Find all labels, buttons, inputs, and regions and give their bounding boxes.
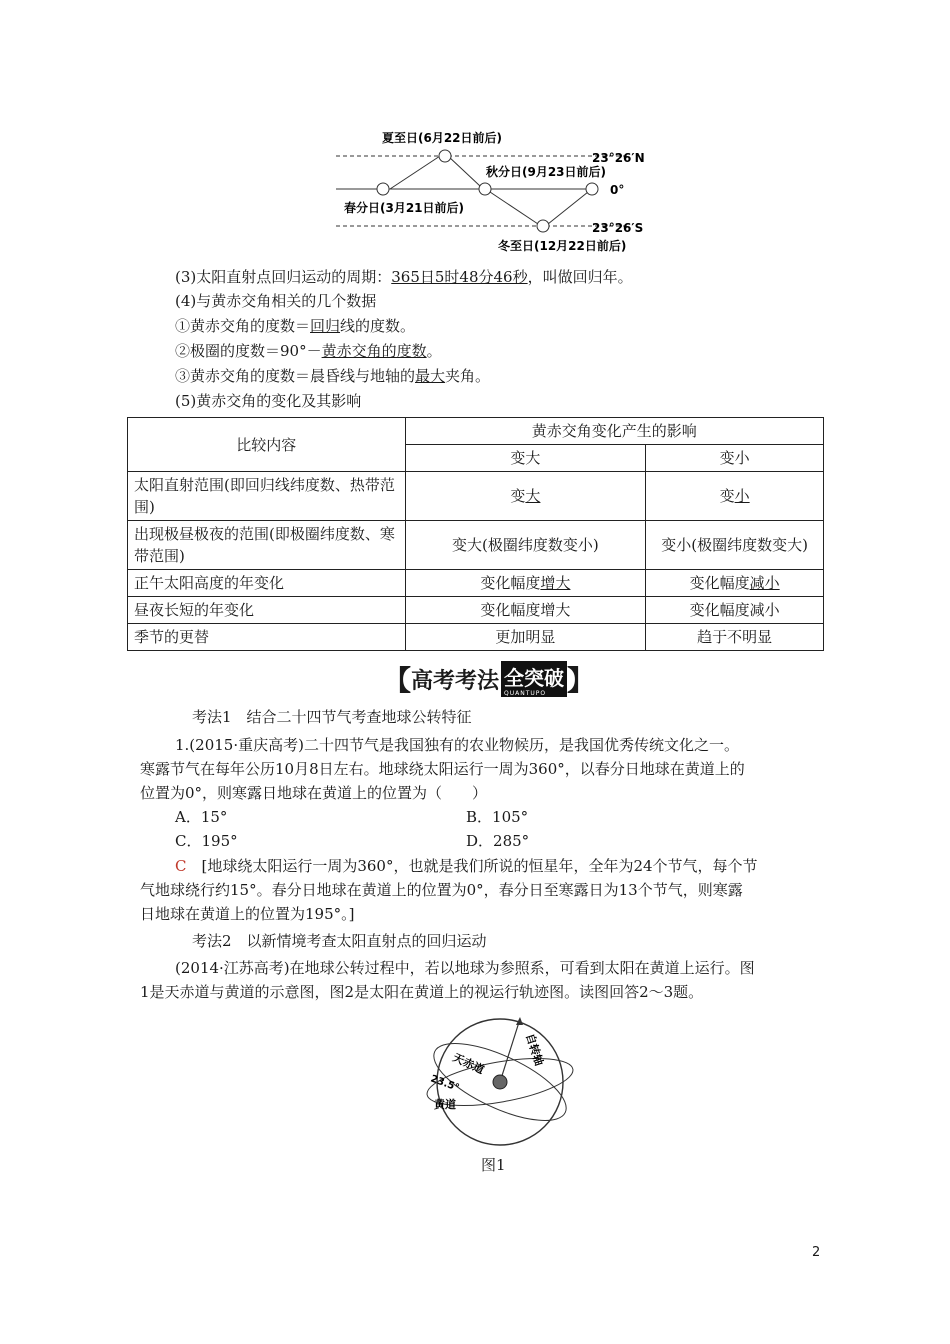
label-autumn: 秋分日(9月23日前后) <box>486 165 607 179</box>
header-smaller: 变小 <box>646 445 824 472</box>
answer-text1: [地球绕太阳运行一周为360°，也就是我们所说的恒星年，全年为24个节气，每个节 <box>186 857 758 875</box>
r1-big-a: 变 <box>510 487 526 505</box>
table-row <box>128 521 824 570</box>
option-a: A．15° <box>175 808 228 826</box>
table-row <box>128 418 824 445</box>
row2-small: 变小(极圈纬度数变大) <box>646 521 824 570</box>
row3-small <box>646 570 824 597</box>
row4-small: 变化幅度减小 <box>646 597 824 624</box>
badge-small: QUANTUPO <box>504 690 547 697</box>
option-d: D．285° <box>466 832 530 850</box>
fig1-caption: 图1 <box>481 1156 506 1174</box>
sun-summer-icon <box>439 150 451 162</box>
sun-spring-icon <box>377 183 389 195</box>
answer-line1 <box>175 855 758 877</box>
fig1-axis-label: 自转轴 <box>523 1031 546 1068</box>
r3-small-a: 变化幅度 <box>689 574 750 592</box>
i3-underlined: 最大 <box>415 367 446 385</box>
sun-winter-icon <box>537 220 549 232</box>
answer-line2: 气地球绕行约15°。春分日地球在黄道上的位置为0°，春分日至寒露日为13个节气，则寒露 <box>140 881 743 899</box>
banner-title: 高考考法 <box>411 668 500 694</box>
r3-small-u: 减小 <box>749 574 780 592</box>
row4-big: 变化幅度增大 <box>405 597 646 624</box>
q1-line2: 寒露节气在每年公历10月8日左右。地球绕太阳运行一周为360°，以春分日地球在黄道上的 <box>140 760 745 778</box>
row4-label: 昼夜长短的年变化 <box>128 597 406 624</box>
badge-text: 全突破 <box>504 666 565 690</box>
row1-big <box>405 472 646 521</box>
r1-small-a: 变 <box>719 487 735 505</box>
i2-b: 。 <box>426 342 442 360</box>
method2-title: 考法2 以新情境考查太阳直射点的回归运动 <box>192 932 487 950</box>
row1-small <box>646 472 824 521</box>
p3-underlined: 365日5时48分46秒 <box>391 268 528 286</box>
text-item2 <box>175 340 442 362</box>
text-p4: (4)与黄赤交角相关的几个数据 <box>175 292 377 310</box>
option-c: C．195° <box>175 832 238 850</box>
page-number: 2 <box>812 1245 821 1260</box>
label-lat-s: 23°26′S <box>592 221 644 235</box>
banner-badge <box>501 661 567 697</box>
table-row <box>128 570 824 597</box>
q2-line1: (2014·江苏高考)在地球公转过程中，若以地球为参照系，可看到太阳在黄道上运行。图 <box>175 959 755 977</box>
i3-b: 夹角。 <box>445 367 491 385</box>
r3-big-u: 增大 <box>540 574 571 592</box>
q1-line1: 1.(2015·重庆高考)二十四节气是我国独有的农业物候历，是我国优秀传统文化之一。 <box>175 736 739 754</box>
r1-big-u: 大 <box>525 487 541 505</box>
p3-b: ，叫做回归年。 <box>527 268 633 286</box>
label-lat-n: 23°26′N <box>592 151 645 165</box>
answer-line3: 日地球在黄道上的位置为195°。] <box>140 905 355 923</box>
fig1-ecliptic-label: 黄道 <box>434 1098 456 1111</box>
celestial-sphere-figure <box>418 1015 588 1150</box>
i3-a: ③黄赤交角的度数＝晨昏线与地轴的 <box>175 367 416 385</box>
header-bigger: 变大 <box>405 445 646 472</box>
banner-right-bracket: 】 <box>567 664 596 697</box>
row3-big <box>405 570 646 597</box>
sun-autumn-icon <box>479 183 491 195</box>
solar-migration-diagram <box>330 126 660 256</box>
header-effect: 黄赤交角变化产生的影响 <box>405 418 823 445</box>
text-item1 <box>175 315 415 337</box>
text-p3 <box>175 266 633 288</box>
q2-line2: 1是天赤道与黄道的示意图，图2是太阳在黄道上的视运行轨迹图。读图回答2～3题。 <box>140 983 704 1001</box>
row2-big: 变大(极圈纬度数变小) <box>405 521 646 570</box>
i1-underlined: 回归 <box>310 317 341 335</box>
p3-a: (3)太阳直射点回归运动的周期： <box>175 268 392 286</box>
answer-letter: C <box>175 857 187 875</box>
i2-a: ②极圈的度数＝90°－ <box>175 342 322 360</box>
fig1-equator-label: 天赤道 <box>450 1050 487 1077</box>
row1-label: 太阳直射范围(即回归线纬度数、热带范围) <box>128 472 406 521</box>
r1-small-u: 小 <box>734 487 750 505</box>
table-row <box>128 597 824 624</box>
method1-title: 考法1 结合二十四节气考查地球公转特征 <box>192 708 472 726</box>
row3-label: 正午太阳高度的年变化 <box>128 570 406 597</box>
text-p5: (5)黄赤交角的变化及其影响 <box>175 392 362 410</box>
r3-big-a: 变化幅度 <box>480 574 541 592</box>
banner-left-bracket: 【 <box>383 664 412 697</box>
label-summer: 夏至日(6月22日前后) <box>382 131 503 145</box>
fig1-angle-label: 23.5° <box>428 1073 461 1094</box>
label-winter: 冬至日(12月22日前后) <box>498 239 627 253</box>
section-banner <box>383 664 596 697</box>
comparison-table <box>127 417 824 651</box>
label-spring: 春分日(3月21日前后) <box>344 201 465 215</box>
table-row <box>128 472 824 521</box>
option-b: B．105° <box>466 808 529 826</box>
i1-b: 线的度数。 <box>340 317 416 335</box>
q1-line3: 位置为0°，则寒露日地球在黄道上的位置为（ ） <box>140 784 488 802</box>
label-equator: 0° <box>610 183 625 197</box>
i2-underlined: 黄赤交角的度数 <box>321 342 427 360</box>
row2-label: 出现极昼极夜的范围(即极圈纬度数、寒带范围) <box>128 521 406 570</box>
i1-a: ①黄赤交角的度数＝ <box>175 317 311 335</box>
row5-big: 更加明显 <box>405 624 646 651</box>
text-item3 <box>175 365 490 387</box>
row5-small: 趋于不明显 <box>646 624 824 651</box>
table-row <box>128 624 824 651</box>
sun-equinox2-icon <box>586 183 598 195</box>
header-compare: 比较内容 <box>128 418 406 472</box>
row5-label: 季节的更替 <box>128 624 406 651</box>
